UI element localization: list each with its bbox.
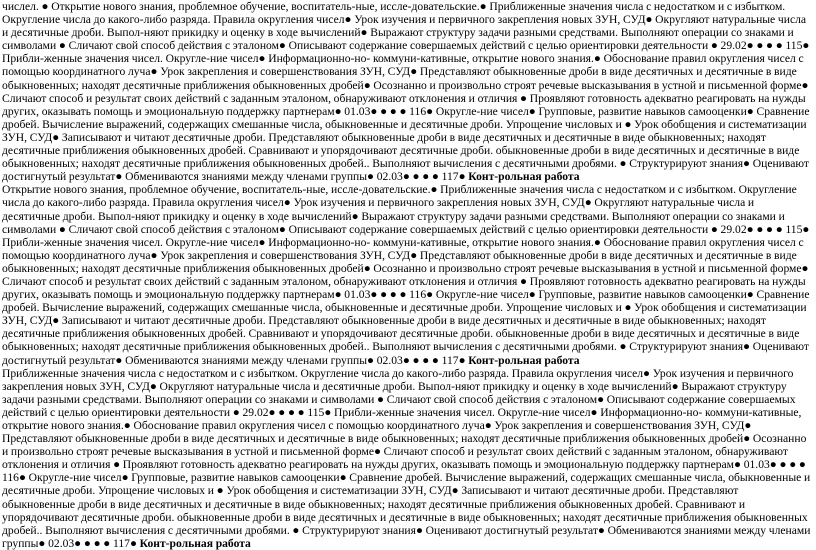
paragraph-3 <box>2 367 810 550</box>
paragraph-1-bold-label: Конт-рольная работа <box>468 170 580 184</box>
paragraph-3-text: Приближенные значения числа с недостатком и с избытком. Округление числа до какого-либо разряда. Правила округления чисел● Урок изучения и первичного закрепления новых ЗУН, СУД● Округляют натуральные числа и десятичные дроби. Выпол-няют прикидку и оценку в ходе вычислений● Выражают структуру задачи разными средствами. Выполняют операции со знаками и символами ● Сличают свой способ действия с эталоном● Описывают содержание совершаемых действий с целью ориентировки деятельности ● 29.02● ● ● ● 115● Прибли-женные значения чисел. Округле-ние чисел● Информационно-но- коммуни-кативные, открытие нового знания.● Обоснование правил округления чисел с помощью координатного луча● Урок закрепления и совершенствования ЗУН, СУД● Представляют обыкновенные дроби в виде десятичных и десятичные в виде обыкновенных; находят десятичные приближения обыкновенных дробей● Осознанно и произвольно строят речевые высказывания в устной и письменной форме● Сличают способ и результат своих действий с заданным эталоном, обнаруживают отклонения и отличия ● Проявляют готовность адекватно реагировать на нужды других, оказывать помощь и эмоциональную поддержку партнерам● 01.03● ● ● ● 116● Округле-ние чисел● Групповые, развитие навыков самооценки● Сравнение дробей. Вычисление выражений, содержащих смешанные числа, обыкновенные и десятичные дроби. Упрощение числовых и ● Урок обобщения и систематизации ЗУН, СУД● Записывают и читают десятичные дроби. Представляют обыкновенные дроби в виде десятичных и десятичные в виде обыкновенных; находят десятичные приближения обыкновенных дробей. Сравнивают и упорядочивают десятичные дроби. обыкновенные дроби в виде десятичных и десятичные в виде обыкновенных; находят десятичные приближения обыкновенных дробей.. Выполняют вычисления с десятичными дробями. ● Структурируют знания● Оценивают достигнутый результат● Обмениваются знаниями между членами группы● 02.03● ● ● ● 117● <box>2 366 811 550</box>
paragraph-2 <box>2 183 810 366</box>
paragraph-1 <box>2 0 810 183</box>
paragraph-3-bold-label: Конт-рольная работа <box>139 536 251 550</box>
paragraph-1-text: числел. ● Открытие нового знания, проблемное обучение, воспитатель-ные, иссле-довательские.● Приближенные значения числа с недостатком и с избытком. Округление числа до какого-либо разряда. Правила округления чисел● Урок изучения и первичного закрепления новых ЗУН, СУД● Округляют натуральные числа и десятичные дроби. Выпол-няют прикидку и оценку в ходе вычислений● Выражают структуру задачи разными средствами. Выполняют операции со знаками и символами ● Сличают свой способ действия с эталоном● Описывают содержание совершаемых действий с целью ориентировки деятельности ● 29.02● ● ● ● 115● Прибли-женные значения чисел. Округле-ние чисел● Информационно-но- коммуни-кативные, открытие нового знания.● Обоснование правил округления чисел с помощью координатного луча● Урок закрепления и совершенствования ЗУН, СУД● Представляют обыкновенные дроби в виде десятичных и десятичные в виде обыкновенных; находят десятичные приближения обыкновенных дробей● Осознанно и произвольно строят речевые высказывания в устной и письменной форме● Сличают способ и результат своих действий с заданным эталоном, обнаруживают отклонения и отличия ● Проявляют готовность адекватно реагировать на нужды других, оказывать помощь и эмоциональную поддержку партнерам● 01.03● ● ● ● 116● Округле-ние чисел● Групповые, развитие навыков самооценки● Сравнение дробей. Вычисление выражений, содержащих смешанные числа, обыкновенные и десятичные дроби. Упрощение числовых и ● Урок обобщения и систематизации ЗУН, СУД● Записывают и читают десятичные дроби. Представляют обыкновенные дроби в виде десятичных и десятичные в виде обыкновенных; находят десятичные приближения обыкновенных дробей. Сравнивают и упорядочивают десятичные дроби. обыкновенные дроби в виде десятичных и десятичные в виде обыкновенных; находят десятичные приближения обыкновенных дробей.. Выполняют вычисления с десятичными дробями. ● Структурируют знания● Оценивают достигнутый результат● Обмениваются знаниями между членами группы● 02.03● ● ● ● 117● <box>2 0 810 184</box>
paragraph-2-text: Открытие нового знания, проблемное обучение, воспитатель-ные, иссле-довательские.● Приближенные значения числа с недостатком и с избытком. Округление числа до какого-либо разряда. Правила округления чисел● Урок изучения и первичного закрепления новых ЗУН, СУД● Округляют натуральные числа и десятичные дроби. Выпол-няют прикидку и оценку в ходе вычислений● Выражают структуру задачи разными средствами. Выполняют операции со знаками и символами ● Сличают свой способ действия с эталоном● Описывают содержание совершаемых действий с целью ориентировки деятельности ● 29.02● ● ● ● 115● Прибли-женные значения чисел. Округле-ние чисел● Информационно-но- коммуни-кативные, открытие нового знания.● Обоснование правил округления чисел с помощью координатного луча● Урок закрепления и совершенствования ЗУН, СУД● Представляют обыкновенные дроби в виде десятичных и десятичные в виде обыкновенных; находят десятичные приближения обыкновенных дробей● Осознанно и произвольно строят речевые высказывания в устной и письменной форме● Сличают способ и результат своих действий с заданным эталоном, обнаруживают отклонения и отличия ● Проявляют готовность адекватно реагировать на нужды других, оказывать помощь и эмоциональную поддержку партнерам● 01.03● ● ● ● 116● Округле-ние чисел● Групповые, развитие навыков самооценки● Сравнение дробей. Вычисление выражений, содержащих смешанные числа, обыкновенные и десятичные дроби. Упрощение числовых и ● Урок обобщения и систематизации ЗУН, СУД● Записывают и читают десятичные дроби. Представляют обыкновенные дроби в виде десятичных и десятичные в виде обыкновенных; находят десятичные приближения обыкновенных дробей. Сравнивают и упорядочивают десятичные дроби. обыкновенные дроби в виде десятичных и десятичные в виде обыкновенных; находят десятичные приближения обыкновенных дробей.. Выполняют вычисления с десятичными дробями. ● Структурируют знания● Оценивают достигнутый результат● Обмениваются знаниями между членами группы● 02.03● ● ● ● 117● <box>2 183 810 367</box>
paragraph-2-bold-label: Конт-рольная работа <box>468 353 580 367</box>
